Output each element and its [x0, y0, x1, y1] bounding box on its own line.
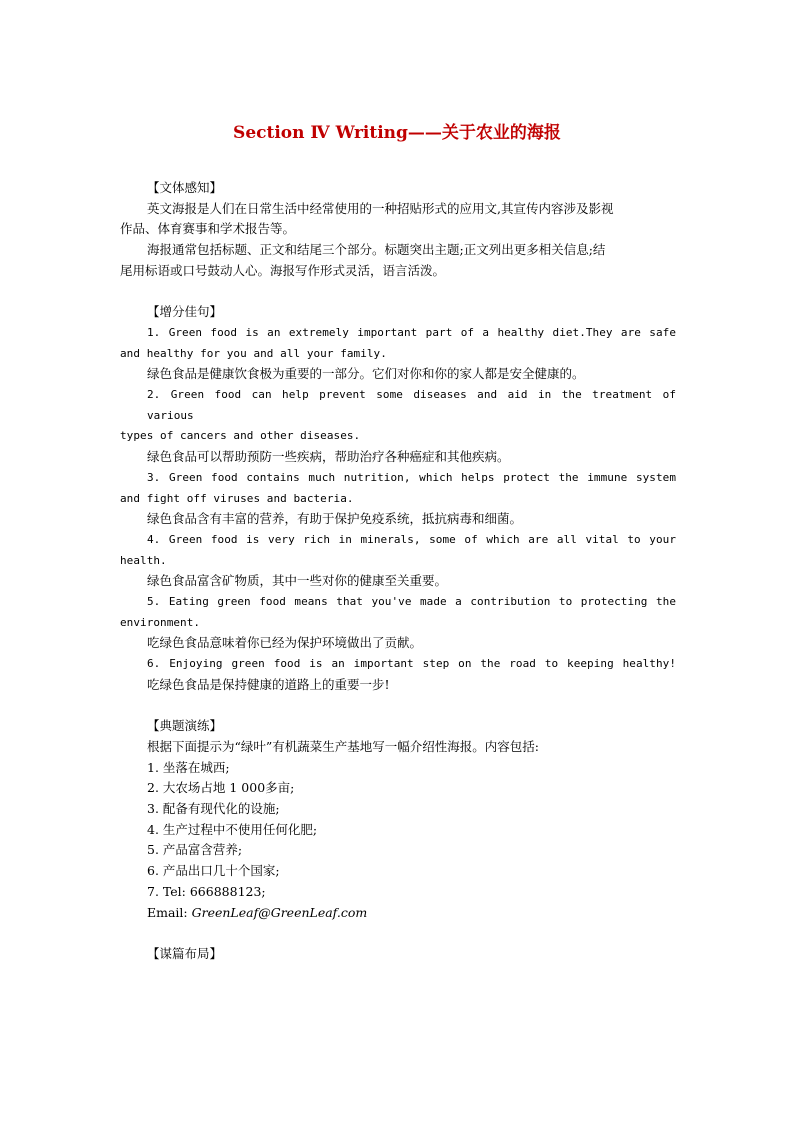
- spacer: [120, 923, 676, 944]
- sentence-chinese: 绿色食品是健康饮食极为重要的一部分。它们对你和你的家人都是安全健康的。: [147, 366, 585, 382]
- task-email: [120, 903, 676, 924]
- sentence-english: 1. Green food is an extremely important part of a healthy diet.They are safe: [147, 325, 676, 339]
- sentence-english: and healthy for you and all your family.: [120, 346, 387, 360]
- task-point: 1. 坐落在城西;: [147, 759, 230, 775]
- sentence-english: 4. Green food is very rich in minerals, some of which are all vital to your: [147, 532, 676, 546]
- sentence-english: 6. Enjoying green food is an important step on the road to keeping healthy!: [147, 657, 676, 671]
- task-point: 5. 产品富含营养;: [147, 842, 243, 858]
- paragraph-line: 尾用标语或口号鼓动人心。海报写作形式灵活，语言活泼。: [120, 262, 446, 278]
- sentence-chinese: 绿色食品富含矿物质，其中一些对你的健康至关重要。: [147, 573, 448, 589]
- paragraph-line: 作品、体育赛事和学术报告等。: [120, 221, 296, 237]
- sentence-english: types of cancers and other diseases.: [120, 429, 361, 443]
- task-point: 7. Tel: 666888123;: [147, 883, 266, 899]
- page-title: Section Ⅳ Writing——关于农业的海报: [233, 123, 561, 143]
- sentence-english: 5. Eating green food means that you've made a contribution to protecting the: [147, 595, 676, 609]
- section-heading-practice: 【典题演练】: [147, 718, 223, 734]
- sentence-english: 2. Green food can help prevent some diseases and aid in the treatment of various: [147, 388, 676, 422]
- section-heading-layout: 【谋篇布局】: [147, 945, 223, 961]
- task-intro: 根据下面提示为“绿叶”有机蔬菜生产基地写一幅介绍性海报。内容包括:: [147, 738, 539, 754]
- document-body: [120, 178, 676, 965]
- task-point: 6. 产品出口几十个国家;: [147, 863, 280, 879]
- task-point: 4. 生产过程中不使用任何化肥;: [147, 821, 318, 837]
- task-point: 3. 配备有现代化的设施;: [147, 801, 280, 817]
- sentence-english: health.: [120, 553, 167, 567]
- spacer: [120, 282, 676, 303]
- sentence-chinese: 吃绿色食品是保持健康的道路上的重要一步!: [147, 676, 390, 692]
- sentence-english: environment.: [120, 615, 201, 629]
- sentence-english: and fight off viruses and bacteria.: [120, 491, 354, 505]
- sentence-chinese: 绿色食品含有丰富的营养，有助于保护免疫系统，抵抗病毒和细菌。: [147, 511, 523, 527]
- email-label: Email:: [147, 904, 192, 920]
- task-point: 2. 大农场占地 1 000多亩;: [147, 780, 295, 796]
- email-address: GreenLeaf@GreenLeaf.com: [191, 904, 368, 920]
- section-heading-sentences: 【增分佳句】: [147, 304, 223, 320]
- section-heading-genre: 【文体感知】: [147, 180, 223, 195]
- paragraph-line: 海报通常包括标题、正文和结尾三个部分。标题突出主题;正文列出更多相关信息;结: [147, 242, 606, 258]
- sentence-chinese: 吃绿色食品意味着你已经为保护环境做出了贡献。: [147, 635, 423, 651]
- paragraph-line: 英文海报是人们在日常生活中经常使用的一种招贴形式的应用文,其宣传内容涉及影视: [147, 200, 614, 216]
- sentence-chinese: 绿色食品可以帮助预防一些疾病，帮助治疗各种癌症和其他疾病。: [147, 449, 510, 465]
- sentence-english: 3. Green food contains much nutrition, which helps protect the immune system: [147, 470, 676, 484]
- spacer: [120, 696, 676, 717]
